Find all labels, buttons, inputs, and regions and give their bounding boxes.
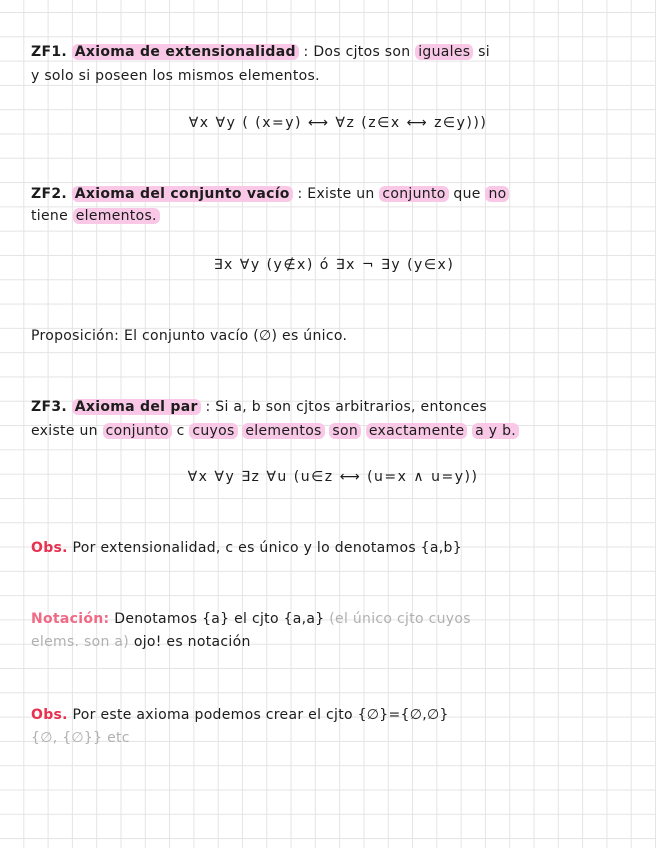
zf1-word-iguales: iguales bbox=[415, 44, 473, 60]
zf2-word-no: no bbox=[485, 186, 509, 202]
obs2-text: Por este axioma podemos crear el cjto {∅}={∅,∅} bbox=[72, 707, 449, 723]
zf3-word-son: son bbox=[329, 423, 361, 439]
zf3-word-cuyos: cuyos bbox=[189, 423, 237, 439]
notacion-text-b: ojo! es notación bbox=[133, 634, 251, 650]
zf3-word-elementos: elementos bbox=[242, 423, 324, 439]
zf2-code: ZF2. bbox=[31, 186, 67, 202]
notacion-line1 bbox=[31, 609, 636, 629]
zf3-text-a: Si a, b son cjtos arbitrarios, entonces bbox=[215, 399, 487, 415]
notacion-label: Notación: bbox=[31, 611, 110, 627]
zf2-line2 bbox=[31, 206, 636, 226]
zf2-colon: : bbox=[297, 186, 303, 202]
obs2-line1 bbox=[31, 705, 636, 725]
zf2-word-conjunto: conjunto bbox=[379, 186, 448, 202]
zf2-line2-a: tiene bbox=[31, 208, 68, 224]
zf3-colon: : bbox=[205, 399, 211, 415]
notacion-line2 bbox=[31, 632, 636, 652]
zf2-text-a: Existe un bbox=[307, 186, 375, 202]
notacion-grey-b: elems. son a) bbox=[31, 634, 130, 650]
zf3-text-c: c bbox=[176, 423, 185, 439]
zf3-line2-a: existe un bbox=[31, 423, 98, 439]
zf3-line1 bbox=[31, 397, 636, 417]
zf1-formula: ∀x ∀y ( (x=y) ⟷ ∀z (z∈x ⟷ z∈y))) bbox=[188, 115, 488, 131]
zf2-line2-b: elementos. bbox=[73, 208, 160, 224]
obs2-line2: {∅, {∅}} etc bbox=[31, 730, 130, 746]
notacion-text-a: Denotamos {a} el cjto {a,a} bbox=[114, 611, 325, 627]
zf1-code: ZF1. bbox=[31, 44, 67, 60]
zf2-formula: ∃x ∀y (y∉x) ó ∃x ¬ ∃y (y∈x) bbox=[213, 257, 455, 273]
zf1-text-b: si bbox=[478, 44, 490, 60]
zf3-word-exactamente: exactamente bbox=[366, 423, 468, 439]
proposicion-line: Proposición: El conjunto vacío (∅) es único. bbox=[31, 328, 348, 344]
obs2-label: Obs. bbox=[31, 707, 68, 723]
zf3-formula: ∀x ∀y ∃z ∀u (u∈z ⟷ (u=x ∧ u=y)) bbox=[187, 469, 479, 485]
obs1-label: Obs. bbox=[31, 540, 68, 556]
obs1-text: Por extensionalidad, c es único y lo denotamos {a,b} bbox=[72, 540, 462, 556]
zf1-colon: : bbox=[303, 44, 309, 60]
zf2-title: Axioma del conjunto vacío bbox=[72, 186, 293, 202]
zf1-text-a: Dos cjtos son bbox=[313, 44, 411, 60]
obs1-line bbox=[31, 538, 636, 558]
zf1-line1 bbox=[31, 42, 636, 62]
zf3-code: ZF3. bbox=[31, 399, 67, 415]
zf1-line2: y solo si poseen los mismos elementos. bbox=[31, 68, 320, 84]
zf3-word-ayb: a y b. bbox=[472, 423, 519, 439]
zf2-line1 bbox=[31, 184, 636, 204]
notacion-grey-a: (el único cjto cuyos bbox=[329, 611, 471, 627]
zf2-text-b: que bbox=[453, 186, 481, 202]
zf1-title: Axioma de extensionalidad bbox=[72, 44, 299, 60]
zf3-line2 bbox=[31, 421, 636, 441]
zf3-title: Axioma del par bbox=[72, 399, 201, 415]
zf3-word-conjunto: conjunto bbox=[103, 423, 172, 439]
